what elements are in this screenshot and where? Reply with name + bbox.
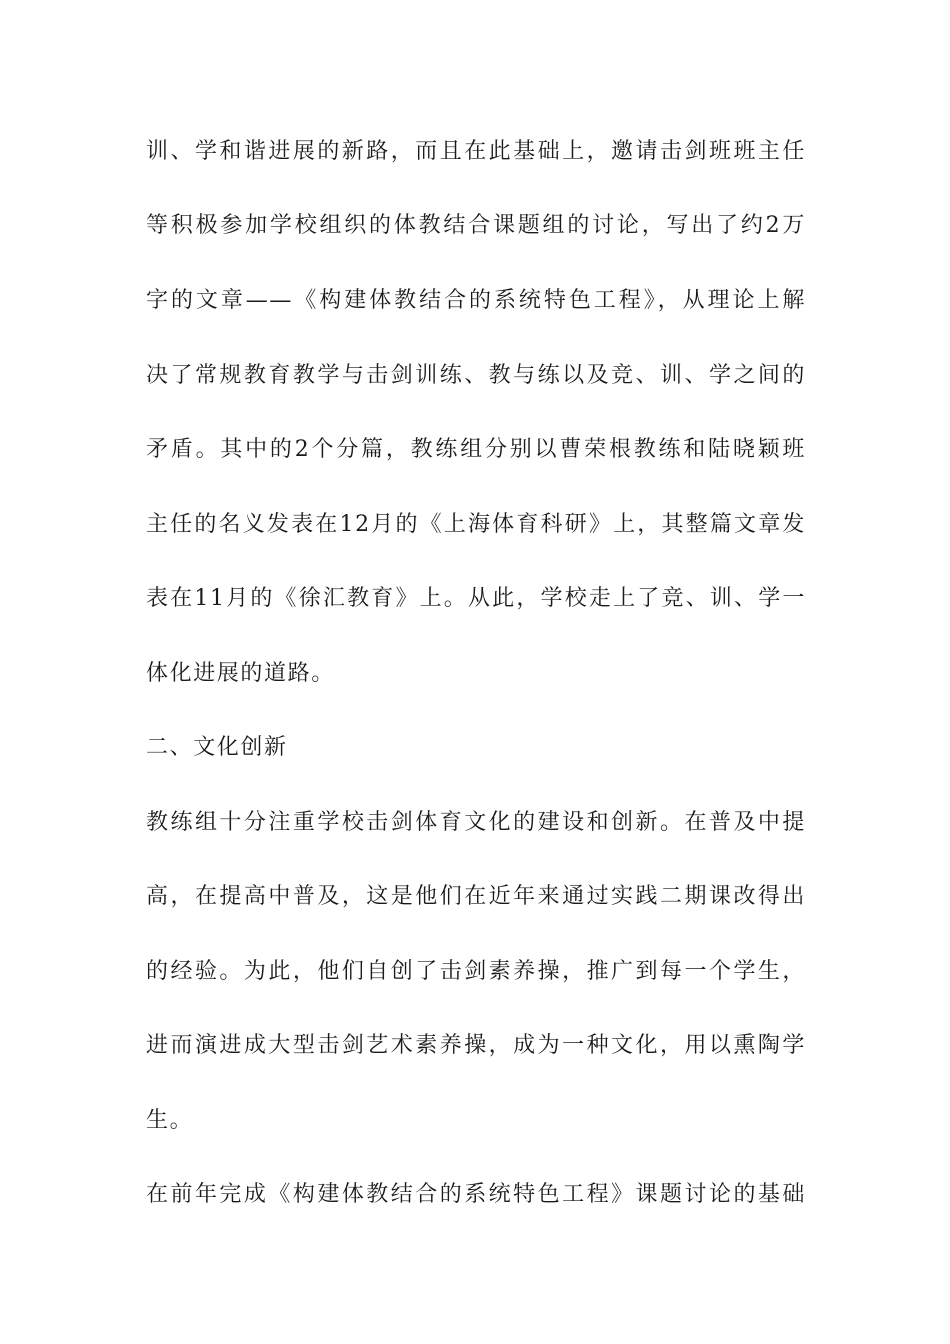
text-line-15: 在前年完成《构建体教结合的系统特色工程》课题讨论的基础 bbox=[146, 1182, 806, 1207]
text-line-13: 进而演进成大型击剑艺术素养操，成为一种文化，用以熏陶学 bbox=[146, 1033, 806, 1058]
text-line-5: 矛盾。其中的2个分篇，教练组分别以曹荣根教练和陆晓颖班 bbox=[146, 437, 806, 462]
text-line-6: 主任的名义发表在12月的《上海体育科研》上，其整篇文章发 bbox=[146, 512, 806, 537]
text-line-8: 体化进展的道路。 bbox=[146, 661, 335, 686]
text-line-12: 的经验。为此，他们自创了击剑素养操，推广到每一个学生， bbox=[146, 959, 806, 984]
text-line-4: 决了常规教育教学与击剑训练、教与练以及竞、训、学之间的 bbox=[146, 363, 806, 388]
text-line-7: 表在11月的《徐汇教育》上。从此，学校走上了竞、训、学一 bbox=[146, 586, 806, 611]
text-line-11: 高，在提高中普及，这是他们在近年来通过实践二期课改得出 bbox=[146, 884, 806, 909]
text-line-1: 训、学和谐进展的新路，而且在此基础上，邀请击剑班班主任 bbox=[146, 139, 806, 164]
text-line-14: 生。 bbox=[146, 1108, 194, 1133]
text-line-3: 字的文章——《构建体教结合的系统特色工程》，从理论上解 bbox=[146, 288, 806, 313]
text-line-10: 教练组十分注重学校击剑体育文化的建设和创新。在普及中提 bbox=[146, 810, 806, 835]
section-heading: 二、文化创新 bbox=[146, 735, 288, 760]
text-line-2: 等积极参加学校组织的体教结合课题组的讨论，写出了约2万 bbox=[146, 213, 806, 238]
